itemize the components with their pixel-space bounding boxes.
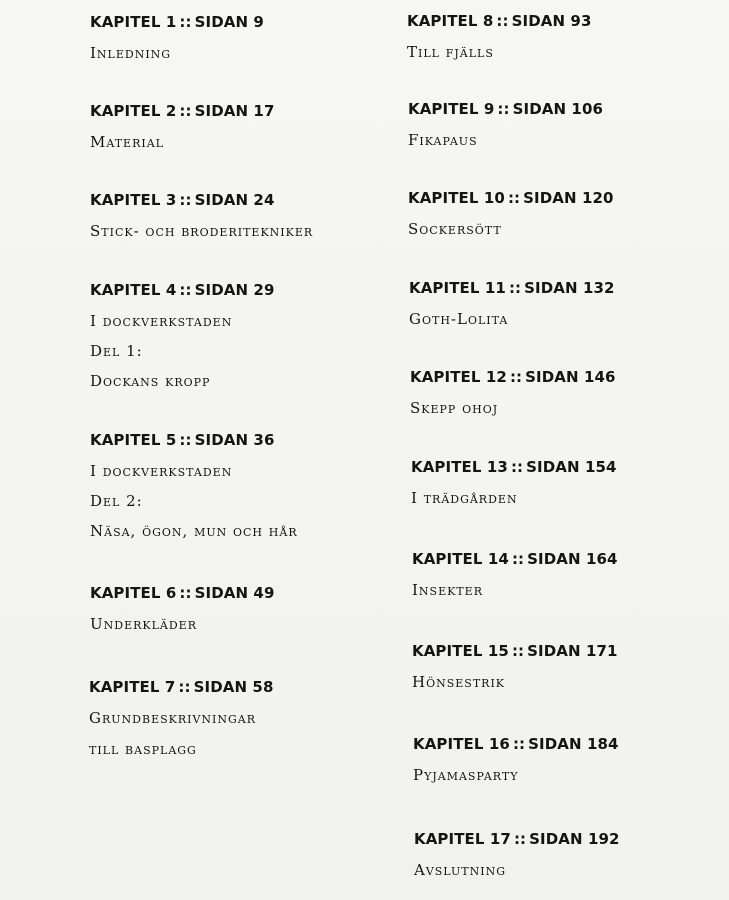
chapter-number: KAPITEL 14 (412, 550, 509, 568)
page-number: SIDAN 154 (526, 458, 617, 476)
toc-entry-chapter-3[interactable] (90, 190, 420, 241)
separator: :: (509, 368, 523, 386)
chapter-heading (409, 278, 729, 298)
separator: :: (513, 830, 527, 848)
chapter-number: KAPITEL 13 (411, 458, 508, 476)
toc-entry-chapter-1[interactable] (90, 12, 420, 63)
toc-entry-chapter-7[interactable] (89, 677, 419, 759)
chapter-number: KAPITEL 7 (89, 678, 176, 696)
chapter-number: KAPITEL 12 (410, 368, 507, 386)
separator: :: (179, 281, 192, 299)
chapter-title-line: Material (90, 133, 164, 151)
separator: :: (511, 550, 525, 568)
chapter-heading (408, 188, 729, 208)
chapter-number: KAPITEL 15 (412, 642, 509, 660)
toc-entry-chapter-5[interactable] (90, 430, 420, 541)
separator: :: (179, 191, 192, 209)
chapter-title-line: Underkläder (90, 615, 197, 633)
page-number: SIDAN 184 (528, 735, 619, 753)
chapter-heading (90, 12, 420, 32)
page-number: SIDAN 17 (194, 102, 275, 120)
chapter-title-line: Grundbeskrivningar (89, 709, 257, 727)
chapter-heading (90, 430, 420, 450)
chapter-title-line: Till fjälls (407, 43, 494, 61)
chapter-heading (90, 583, 420, 603)
page-number: SIDAN 120 (523, 189, 614, 207)
separator: :: (510, 458, 524, 476)
chapter-title-line: Fikapaus (408, 131, 478, 149)
separator: :: (178, 678, 191, 696)
separator: :: (179, 102, 192, 120)
chapter-title-line: Skepp ohoj (410, 399, 499, 417)
separator: :: (497, 100, 510, 118)
toc-entry-chapter-2[interactable] (90, 101, 420, 152)
chapter-heading (408, 99, 729, 119)
separator: :: (179, 431, 192, 449)
chapter-number: KAPITEL 10 (408, 189, 505, 207)
chapter-title-line: I trädgården (411, 489, 518, 507)
chapter-heading (410, 367, 729, 387)
page-number: SIDAN 192 (529, 830, 620, 848)
page-number: SIDAN 146 (525, 368, 616, 386)
chapter-title-line: I dockverkstaden (90, 462, 233, 480)
page-number: SIDAN 24 (194, 191, 275, 209)
separator: :: (507, 189, 521, 207)
chapter-title-line: Näsa, ögon, mun och hår (90, 522, 298, 540)
page-number: SIDAN 93 (511, 12, 592, 30)
separator: :: (512, 735, 526, 753)
page-number: SIDAN 164 (527, 550, 618, 568)
page-number: SIDAN 49 (194, 584, 275, 602)
chapter-title-line: Avslutning (414, 861, 507, 879)
separator: :: (179, 13, 192, 31)
page-number: SIDAN 171 (527, 642, 618, 660)
chapter-number: KAPITEL 4 (90, 281, 177, 299)
toc-entry-chapter-9[interactable] (408, 99, 729, 150)
chapter-title-line: Del 2: (90, 492, 143, 510)
chapter-title-line: Pyjamasparty (413, 766, 519, 784)
chapter-heading (414, 829, 729, 849)
chapter-number: KAPITEL 6 (90, 584, 177, 602)
chapter-heading (411, 457, 729, 477)
page-number: SIDAN 9 (194, 13, 264, 31)
separator: :: (179, 584, 192, 602)
toc-entry-chapter-12[interactable] (410, 367, 729, 418)
toc-entry-chapter-15[interactable] (412, 641, 729, 692)
chapter-heading (90, 280, 420, 300)
toc-entry-chapter-17[interactable] (414, 829, 729, 880)
page-number: SIDAN 58 (193, 678, 274, 696)
chapter-heading (412, 549, 729, 569)
toc-entry-chapter-11[interactable] (409, 278, 729, 329)
page-number: SIDAN 106 (512, 100, 604, 118)
chapter-number: KAPITEL 17 (414, 830, 511, 848)
chapter-heading (89, 677, 419, 697)
chapter-heading (90, 101, 420, 121)
chapter-title-line: Goth-Lolita (409, 310, 509, 328)
chapter-heading (90, 190, 420, 210)
toc-entry-chapter-4[interactable] (90, 280, 420, 391)
chapter-title-line: till basplagg (89, 740, 197, 758)
chapter-number: KAPITEL 1 (90, 13, 177, 31)
chapter-title-line: Sockersött (408, 220, 502, 238)
chapter-title-line: Dockans kropp (90, 372, 211, 390)
page-number: SIDAN 132 (524, 279, 615, 297)
chapter-heading (413, 734, 729, 754)
chapter-title-line: Hönsestrik (412, 673, 506, 691)
chapter-number: KAPITEL 3 (90, 191, 177, 209)
chapter-title-line: Del 1: (90, 342, 143, 360)
toc-entry-chapter-14[interactable] (412, 549, 729, 600)
toc-entry-chapter-8[interactable] (407, 11, 729, 62)
chapter-title-line: Inledning (90, 44, 172, 62)
toc-entry-chapter-13[interactable] (411, 457, 729, 508)
chapter-heading (412, 641, 729, 661)
page-number: SIDAN 36 (194, 431, 275, 449)
page-number: SIDAN 29 (194, 281, 275, 299)
toc-entry-chapter-16[interactable] (413, 734, 729, 785)
chapter-number: KAPITEL 5 (90, 431, 177, 449)
chapter-number: KAPITEL 9 (408, 100, 495, 118)
chapter-title-line: Insekter (412, 581, 483, 599)
chapter-number: KAPITEL 16 (413, 735, 510, 753)
separator: :: (511, 642, 525, 660)
chapter-number: KAPITEL 11 (409, 279, 506, 297)
chapter-title-line: I dockverkstaden (90, 312, 233, 330)
separator: :: (496, 12, 509, 30)
chapter-heading (407, 11, 729, 31)
toc-entry-chapter-6[interactable] (90, 583, 420, 634)
separator: :: (508, 279, 522, 297)
chapter-number: KAPITEL 8 (407, 12, 494, 30)
toc-entry-chapter-10[interactable] (408, 188, 729, 239)
chapter-title-line: Stick- och broderitekniker (90, 222, 314, 240)
chapter-number: KAPITEL 2 (90, 102, 177, 120)
